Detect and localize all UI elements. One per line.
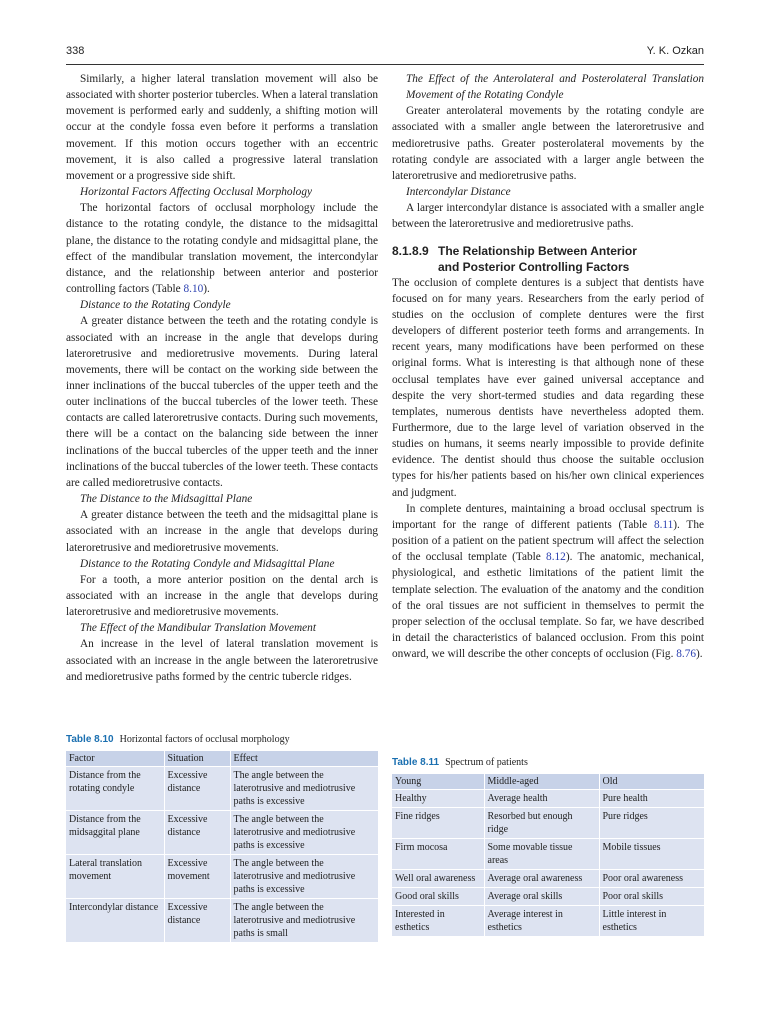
table-cell: Excessive distance (164, 811, 230, 855)
table-label: Table 8.11 (392, 757, 440, 768)
table-row (392, 870, 704, 888)
section-title: The Relationship Between Anterior (438, 243, 637, 258)
table-cell: Distance from the rotating condyle (66, 767, 164, 811)
table-cell: Lateral translation movement (66, 855, 164, 899)
table-caption-text: Horizontal factors of occlusal morphology (119, 734, 290, 745)
subheading: Distance to the Rotating Condyle (80, 299, 231, 312)
page-number: 338 (66, 45, 85, 57)
table-cell: The angle between the laterotrusive and mediotrusive paths is excessive (230, 811, 378, 855)
column-header: Effect (230, 751, 378, 767)
table-cell: Average oral skills (484, 888, 599, 906)
table-caption (66, 734, 290, 745)
table-cell: Well oral awareness (392, 870, 484, 888)
paragraph: Greater anterolateral movements by the rotating condyle are associated with a smaller angle between the lateroretrusive and medioretrusive paths. Greater posterolateral movements by the rotating condyle are associated with a larger angle between the lateroretrusive and medioretrusive paths. (392, 105, 704, 182)
subheading: The Distance to the Midsagittal Plane (80, 493, 253, 506)
column-header: Factor (66, 751, 164, 767)
column-header: Situation (164, 751, 230, 767)
table-caption-text: Spectrum of patients (445, 757, 528, 768)
table-row (392, 888, 704, 906)
paragraph: For a tooth, a more anterior position on the dental arch is associated with an increase in the angle that develops during lateroretrusive and medioretrusive movements. (66, 573, 378, 619)
paragraph: Similarly, a higher lateral translation movement will also be associated with shorter posterior tubercles. When a lateral translation movement is performed early and suddenly, a shifting motion will occur at the condyle fossa even before it performs a translation movement. If this motion occurs together with an eccentric movement, it is also called a progressive lateral translation movement or a progressive side shift. (66, 73, 378, 182)
subheading: The Effect of the Mandibular Translation Movement (80, 622, 316, 635)
table-horizontal-factors (66, 751, 378, 942)
paragraph: A larger intercondylar distance is associated with a smaller angle between the lateroretrusive and medioretrusive paths. (392, 202, 704, 231)
table-cell: Little interest in esthetics (599, 906, 704, 937)
table-row (392, 839, 704, 870)
table-cell: Fine ridges (392, 808, 484, 839)
section-heading (392, 243, 704, 275)
paragraph: The horizontal factors of occlusal morphology include the distance to the rotating condyle, the distance to the midsagittal plane, the distance to the rotating condyle and midsagittal plane, the effect of the mandibular translation movement, the intercondylar distance, and the relationship between anterior and posterior controlling factors (Table 8.10). (66, 202, 378, 296)
table-reference-link[interactable]: 8.11 (653, 518, 674, 531)
table-cell: Resorbed but enough ridge (484, 808, 599, 839)
table-cell: Interested in esthetics (392, 906, 484, 937)
table-cell: Excessive distance (164, 899, 230, 943)
table-cell: Distance from the midsaggital plane (66, 811, 164, 855)
table-cell: Intercondylar distance (66, 899, 164, 943)
column-header: Middle-aged (484, 774, 599, 790)
table-cell: Good oral skills (392, 888, 484, 906)
left-column (66, 71, 378, 685)
table-cell: Pure health (599, 790, 704, 808)
table-label: Table 8.10 (66, 734, 114, 745)
table-reference-link[interactable]: 8.12 (546, 551, 566, 564)
page-header (66, 44, 704, 65)
table-cell: Average interest in esthetics (484, 906, 599, 937)
column-header: Old (599, 774, 704, 790)
table-cell: Excessive distance (164, 767, 230, 811)
table-cell: Poor oral awareness (599, 870, 704, 888)
subheading: Intercondylar Distance (406, 186, 511, 199)
table-row (392, 790, 704, 808)
section-number: 8.1.8.9 (392, 243, 429, 258)
table-header-row (66, 751, 378, 767)
paragraph: A greater distance between the teeth and the rotating condyle is associated with an increase in the angle that develops during lateroretrusive and medioretrusive movements. During lateral movements, there will be contact on the working side between the inner inclinations of the buccal tubercles of the upper teeth and the outer inclinations of the buccal tubercles of the lower teeth. These contacts are called lateroretrusive contacts. During such movements, there will be a contact on the balancing side between the inner inclinations of the buccal tubercles of the upper teeth and the inner inclinations of the buccal tubercles of the lower teeth. These contacts are called medioretrusive contacts. (66, 315, 378, 489)
table-cell: Pure ridges (599, 808, 704, 839)
paragraph: An increase in the level of lateral translation movement is associated with an increase in the angle between the lateroretrusive and medioretrusive paths formed by the centric tubercle ridges. (66, 638, 378, 683)
paragraph: The occlusion of complete dentures is a subject that dentists have focused on for many years. Researchers from the early period of studies on the occlusion of complete dentures were the first developers of different posterior teeth forms and arrangements. In recent years, many modifications have been performed on these original forms. What is interesting is that although none of these occlusal templates have ever gained universal acceptance and despite the very short-termed studies and data regarding these templates, numerous dentists have nevertheless adopted them. Furthermore, due to the large level of variation observed in the studies on humans, it seems nearly impossible to provide definite evidence. The dentist should thus choose the suitable occlusion types for his/her patients based on his/her own clinical experiences and judgment. (392, 276, 704, 499)
table-cell: Poor oral skills (599, 888, 704, 906)
subheading: Horizontal Factors Affecting Occlusal Morphology (80, 186, 312, 199)
table-cell: Average health (484, 790, 599, 808)
table-reference-link[interactable]: 8.10 (183, 283, 204, 296)
table-row (66, 811, 378, 855)
section-title-line2: and Posterior Controlling Factors (438, 259, 630, 274)
table-cell: The angle between the laterotrusive and mediotrusive paths is excessive (230, 855, 378, 899)
table-cell: Average oral awareness (484, 870, 599, 888)
table-row (66, 855, 378, 899)
table-cell: Mobile tissues (599, 839, 704, 870)
table-cell: The angle between the laterotrusive and mediotrusive paths is small (230, 899, 378, 943)
table-row (66, 899, 378, 943)
table-header-row (392, 774, 704, 790)
table-row (392, 906, 704, 937)
subheading: The Effect of the Anterolateral and Posterolateral Translation Movement of the Rotating Condyle (406, 73, 704, 102)
table-cell: The angle between the laterotrusive and mediotrusive paths is excessive (230, 767, 378, 811)
running-author: Y. K. Ozkan (646, 45, 704, 57)
subheading: Distance to the Rotating Condyle and Midsagittal Plane (80, 557, 335, 570)
paragraph: In complete dentures, maintaining a broad occlusal spectrum is important for the range of different patients (Table 8.11). The position of a patient on the patient spectrum will affect the selection of the occlusal template (Table 8.12). The anatomic, mechanical, physiological, and esthetic limitations of the patient limit the template selection. The evaluation of the anatomy and the condition of the oral tissues are not sufficient in themselves to permit the proper selection of the occlusal template. So far, we have described in detail the characteristics of balanced occlusion. From this point onward, we will describe the other concepts of occlusion (Fig. 8.76). (392, 502, 704, 661)
paragraph: A greater distance between the teeth and the midsagittal plane is associated with an increase in the angle that develops during lateroretrusive and medioretrusive movements. (66, 509, 378, 554)
table-row (392, 808, 704, 839)
table-cell: Excessive movement (164, 855, 230, 899)
figure-reference-link[interactable]: 8.76 (676, 648, 697, 661)
table-cell: Firm mocosa (392, 839, 484, 870)
table-cell: Healthy (392, 790, 484, 808)
table-spectrum-of-patients (392, 774, 704, 936)
table-row (66, 767, 378, 811)
table-caption (392, 757, 528, 768)
table-cell: Some movable tissue areas (484, 839, 599, 870)
column-header: Young (392, 774, 484, 790)
right-column (392, 71, 704, 662)
